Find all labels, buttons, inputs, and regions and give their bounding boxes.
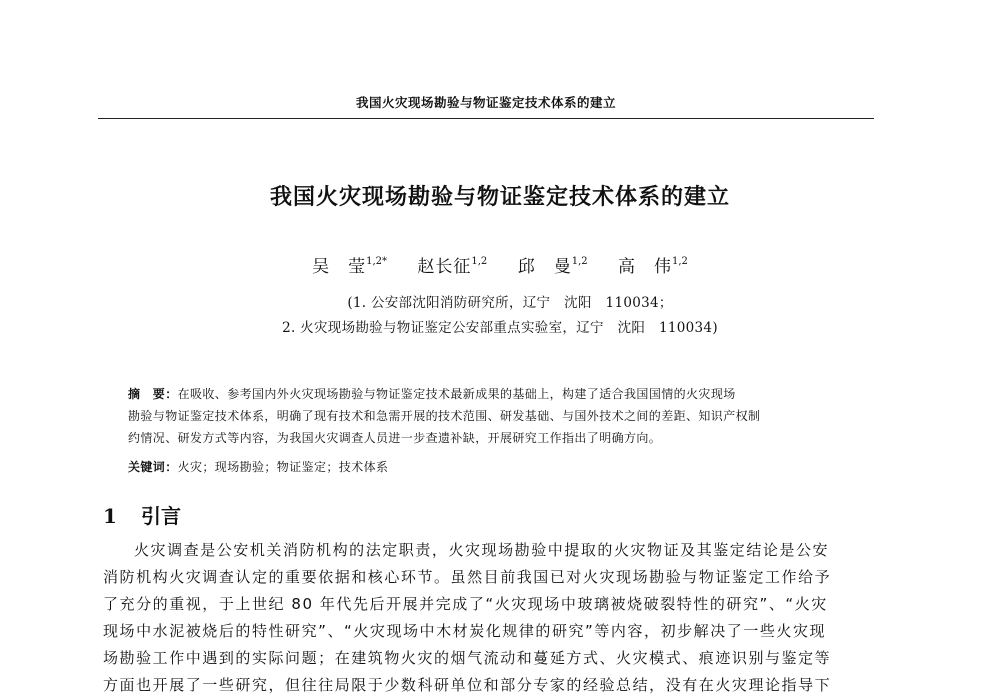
author [312,252,387,277]
running-header: 我国火灾现场勘验与物证鉴定技术体系的建立 [355,95,616,110]
author-affiliation-marker: 1,2 [571,256,588,267]
abstract-line: 约情况、研发方式等内容，为我国火灾调查人员进一步查遗补缺，开展研究工作指出了明确方向。 [128,431,662,445]
body-paragraph [103,537,880,699]
author-name: 邱 曼 [517,257,572,277]
section-number: 1 [103,504,117,528]
abstract-text: 在吸收、参考国内外火灾现场勘验与物证鉴定技术最新成果的基础上，构建了适合我国国情的火灾现场 [177,387,736,401]
author [417,252,487,277]
affiliation-2: 2. 火灾现场勘验与物证鉴定公安部重点实验室，辽宁 沈阳 110034) [282,320,718,336]
keywords-text: 火灾；现场勘验；物证鉴定；技术体系 [177,460,389,474]
affiliation-1: (1. 公安部沈阳消防研究所，辽宁 沈阳 110034； [347,295,673,311]
keywords-label: 关键词： [128,460,178,474]
author-affiliation-marker: 1,2* [366,256,387,267]
author-name: 吴 莹 [312,257,367,277]
body-line: 消防机构火灾调查认定的重要依据和核心环节。虽然目前我国已对火灾现场勘验与物证鉴定工作给予 [103,568,832,586]
body-line: 场勘验工作中遇到的实际问题；在建筑物火灾的烟气流动和蔓延方式、火灾模式、痕迹识别与鉴定等 [103,649,832,667]
header-rule [98,118,874,119]
section-title: 引言 [141,504,181,528]
author-affiliation-marker: 1,2 [672,256,688,267]
paper-title: 我国火灾现场勘验与物证鉴定技术体系的建立 [269,185,730,210]
abstract-line: 勘验与物证鉴定技术体系，明确了现有技术和急需开展的技术范围、研发基础、与国外技术之间的差距、知识产权制 [128,409,761,423]
author-list [0,252,1000,277]
abstract-line [128,383,878,405]
author-affiliation-marker: 1,2 [471,256,488,267]
body-line: 方面也开展了一些研究，但往往局限于少数科研单位和部分专家的经验总结，没有在火灾理论指导下 [103,676,832,694]
abstract-label: 摘 要： [128,387,178,401]
body-line: 了充分的重视，于上世纪 80 年代先后开展并完成了“火灾现场中玻璃被烧破裂特性的研究”、“火灾 [103,595,828,613]
body-line: 火灾调查是公安机关消防机构的法定职责，火灾现场勘验中提取的火灾物证及其鉴定结论是公安 [134,541,830,559]
abstract [128,383,878,449]
section-heading [103,500,181,529]
author-name: 赵长征 [417,257,472,277]
body-line: 现场中水泥被烧后的特性研究”、“火灾现场中木材炭化规律的研究”等内容，初步解决了一些火灾现 [103,622,827,640]
keywords [128,458,878,475]
author-name: 高 伟 [618,257,673,277]
author [618,252,688,277]
author [518,252,588,277]
